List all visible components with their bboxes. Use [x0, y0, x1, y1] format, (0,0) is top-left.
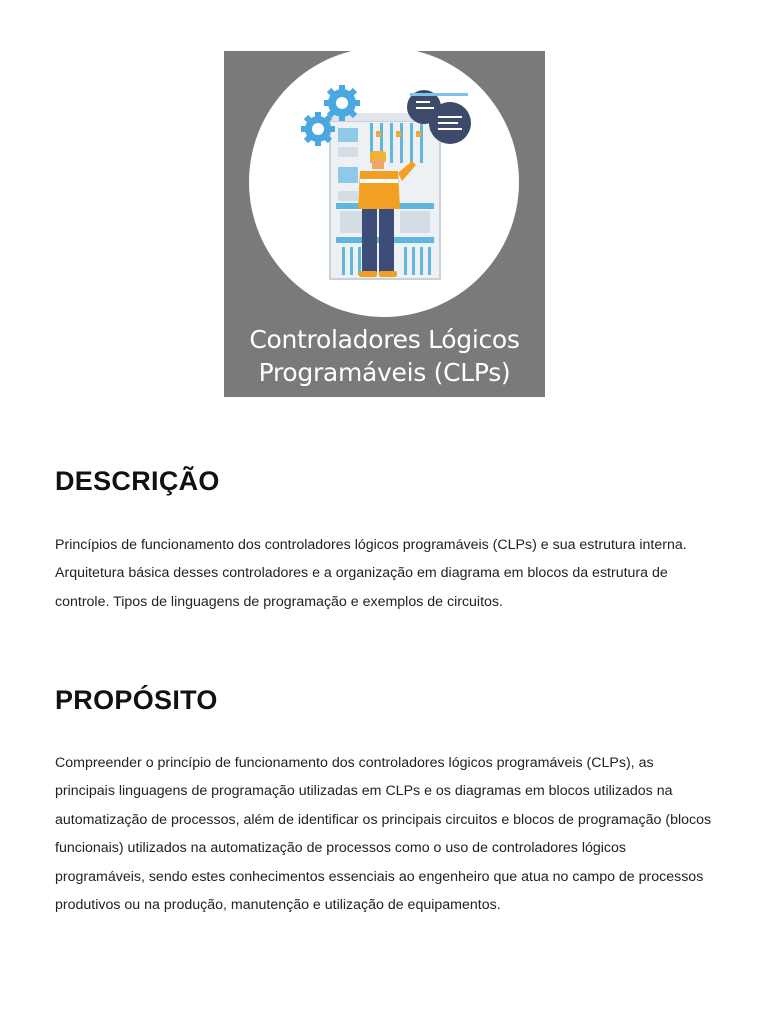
cover-title-line2: Programáveis (CLPs) [258, 358, 511, 387]
section-text-proposito: Compreender o princípio de funcionamento dos controladores lógicos programáveis (CLPs), as principais linguagens de programação utilizadas em CLPs e os diagramas em blocos utilizados na automatização de processos, além de identificar os principais circuitos e blocos de programação (blocos funcionais) utilizados na automatização de processos como o uso de controladores lógicos programáveis, sendo estes conhecimentos essenciais ao engenheiro que atua no campo de processos produtivos ou na produção, manutenção e utilização de equipamentos. [55, 755, 712, 914]
section-heading-proposito: PROPÓSITO [55, 685, 218, 715]
cover-title-line1: Controladores Lógicos [249, 325, 520, 354]
section-heading-descricao: DESCRIÇÃO [55, 466, 220, 496]
gear-icon [324, 85, 360, 121]
cover-image [224, 51, 545, 397]
gear-icon [301, 112, 335, 146]
cover-title [224, 323, 545, 389]
section-text-descricao: Princípios de funcionamento dos controladores lógicos programáveis (CLPs) e sua estrutura interna. Arquitetura básica desses controladores e a organização em diagrama em blocos da estrutura de controle. Tipos de linguagens de programação e exemplos de circuitos. [55, 537, 687, 610]
